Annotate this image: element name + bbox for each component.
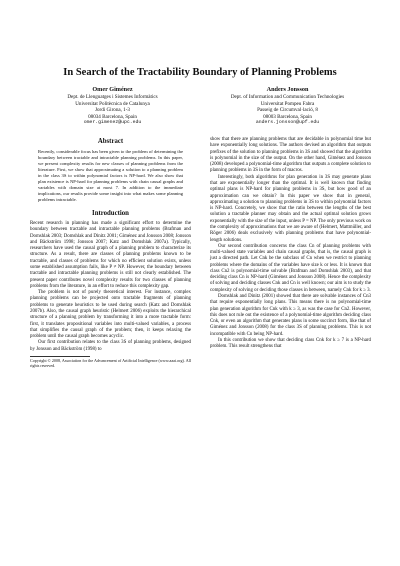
author-affiliation-line: Passeig de Circumval·lació, 8 [257,107,318,114]
footnote-divider [30,356,90,357]
body-paragraph: Recent research in planning has made a significant effort to determine the boundary between tractable and intractable planning problems (Brafman and Domshlak 2003; Domshlak and Dinitz 2001; Giménez and Jonsson 2008; Jonsson and Bäckström 1998; Jonsson 2007; Katz and Domshlak 2007a). Typically, researchers have used the causal graph of a planning problem to characterize its structure. As a result, there are classes of planning problems known to be tractable, and classes of problems for which no efficient solution exists, unless some established assumption fails, like P ≠ NP. However, the boundary between tractable and intractable planning problems is still not clearly established. The present paper contributes novel complexity results for two classes of planning problems from the literature, in an effort to reduce this complexity gap. [30,221,191,289]
author-name: Omer Giménez [92,86,133,93]
body-paragraph: Our first contribution relates to the class 3S of planning problems, designed by Jonsson and Bäckström (1998) to [30,340,191,352]
author-affiliation-line: Dept. of Information and Communication Technologies [230,94,345,100]
paper-title: In Search of the Tractability Boundary of Planning Problems [63,67,337,78]
copyright-notice: Copyright © 2008, Association for the Advancement of Artificial Intelligence (www.aaai.org). All rights reserved. [30,357,191,369]
author-email: anders.jonsson@upf.edu [255,120,320,126]
body-paragraph: The problem is not of purely theoretical interest. For instance, complex planning problems can be projected onto tractable fragments of planning problems to generate heuristics to be used during search (Katz and Domshlak 2007b). Also, the causal graph heuristic (Helmert 2006) exploits the hierarchical structure of a planning problem by transforming it into a more tractable form: first, it translates propositional variables into multi-valued variables, a process that simplifies the causal graph of the problem; then, it keeps relaxing the problem until the causal graph becomes acyclic. [30,290,191,340]
left-column [30,137,191,368]
author-affiliation-line: 08003 Barcelona, Spain [263,113,312,120]
author-block [25,86,200,127]
right-column [210,137,371,351]
author-affiliation-line: Dept. de Llenguatges i Sistemes Informàtics [67,94,158,100]
author-name: Anders Jonsson [266,86,309,93]
section-heading: Introduction [92,210,129,217]
author-affiliation-line: Universitat Politècnica de Catalunya [75,100,150,107]
abstract-heading: Abstract [97,138,124,145]
body-paragraph: In this contribution we show that deciding class Cnk for k ≥ 7 is a NP-hard problem. This result strengthens that [210,338,371,350]
body-paragraph: Domshlak and Dinitz (2001) showed that there are solvable instances of Cn3 that require exponentially long plans. This means there is no polynomial-time plan generation algorithm for Cnk with k ≥ 3, as was the case for Cn2. However, this does not rule out the existence of a polynomial-time algorithm deciding class Cnk, or even an algorithm that generates plans in some succinct form, like that of Giménez and Jonsson (2008) for the class 3S of planning problems. This is not incompatible with Cn being NP-hard. [210,294,371,337]
abstract-text: Recently, considerable focus has been given to the problem of determining the boundary between tractable and intractable planning problems. In this paper, we present complexity results for new classes of planning problems from the literature. First, we show that approximating a solution to a planning problem in the class 3S to within polynomial factors is NP-hard. We also show that plan existence is NP-hard for planning problems with chain causal graphs and variables with domain size at most 7. In addition to the immediate implications, our results provide some insight into what makes some planning problems intractable. [38,149,183,202]
body-paragraph: Our second contribution concerns the class Cn of planning problems with multi-valued state variables and chain causal graphs, that is, the causal graph is just a directed path. Let Cnk be the subclass of Cn when we restrict to planning problems where the domains of the variables have size k or less. It is known that class Cn2 is polynomial-time solvable (Brafman and Domshlak 2003), and that deciding class Cn is NP-hard (Giménez and Jonsson 2008). Hence the complexity of solving and deciding classes Cnk and Cn is well known; our aim is to study the complexity of solving or deciding those classes in between, namely Cnk for k ≥ 3. [210,243,371,293]
author-block [200,86,375,127]
body-paragraph: Interestingly, both algorithms for plan generation in 3S may generate plans that are exponentially longer than the optimal. It is well known that finding optimal plans is NP-hard for planning problems in 3S, but how good of an approximation can we obtain? In this paper we show that in general, approximating a solution to planning problems in 3S to within polynomial factors is NP-hard. Concretely, we show that the ratio between the lengths of the best solution a tractable planner may obtain and the actual optimal solution grows exponentially with the size of the input, unless P = NP. The only previous work on the complexity of approximations that we are aware of (Helmert, Mattmüller, and Röger 2006) deals exclusively with planning problems that have polynomial-length solutions. [210,174,372,243]
author-affiliation-line: Jordi Girona, 1-3 [95,107,130,114]
author-affiliation-line: 08034 Barcelona, Spain [88,113,137,120]
body-paragraph: show that there are planning problems that are decidable in polynomial time but have exponentially long solutions. The authors devised an algorithm that outputs prefixes of the solution to planning problems in 3S and showed that the algorithm is polynomial in the size of the output. On the other hand, Giménez and Jonsson (2008) developed a polynomial-time algorithm that outputs a complete solution to planning problems in 3S in the form of macros. [210,137,371,174]
author-affiliation-line: Universitat Pompeu Fabra [260,100,315,107]
author-email: omer.gimenez@upc.edu [83,120,142,126]
